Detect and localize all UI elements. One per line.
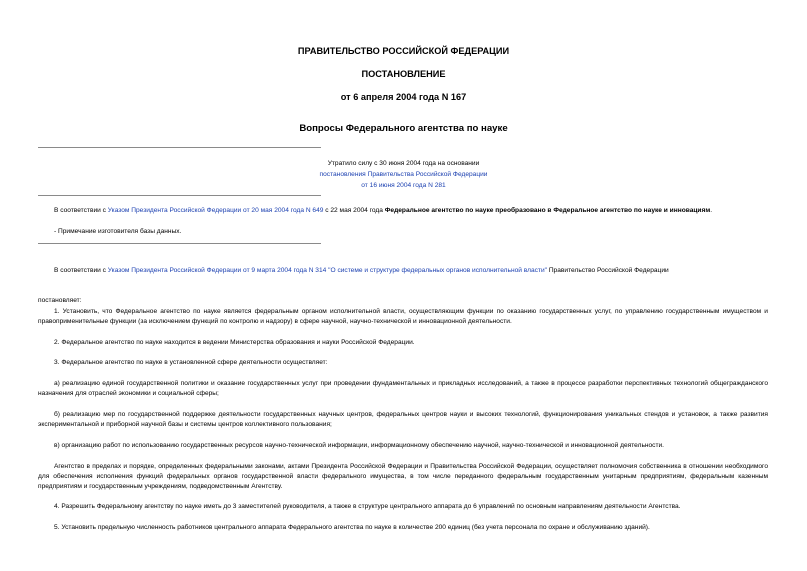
paragraph-2: 2. Федеральное агентство по науке находится в ведении Министерства образования и науки Российской Федерации. (54, 339, 415, 346)
document-type-heading: ПОСТАНОВЛЕНИЕ (361, 69, 446, 79)
editor-remark: - Примечание изготовителя базы данных. (54, 228, 182, 235)
repeal-decree-link[interactable]: постановления Правительства Российской Федерации (319, 171, 488, 178)
paragraph-3: 3. Федеральное агентство по науке в установленной сфере деятельности осуществляет: (54, 359, 328, 366)
paragraph-3a: а) реализацию единой государственной политики и оказание государственных услуг при проведении фундаментальных и прикладных исследований, а также в процессе разработки перспективных технологий общегражданского назначения для отраслей экономики и социальной сферы; (38, 380, 768, 398)
paragraph-3c: в) организацию работ по использованию государственных ресурсов научно-технической информации, информационному обеспечению научной, научно-технической и инновационной деятельности. (54, 442, 665, 449)
government-heading: ПРАВИТЕЛЬСТВО РОССИЙСКОЙ ФЕДЕРАЦИИ (297, 46, 510, 56)
decree-314-link[interactable]: Указом Президента Российской Федерации от 9 марта 2004 года N 314 "О системе и структуре федеральных органов исполнительной власти" (107, 267, 547, 274)
paragraph-4: 4. Разрешить Федеральному агентству по науке иметь до 3 заместителей руководителя, а также в структуре центрального аппарата до 6 управлений по основным направлениям деятельности Агентства. (54, 503, 681, 510)
divider-rule (38, 147, 321, 148)
paragraph-agency-powers: Агентство в пределах и порядке, определенных федеральными законами, актами Президента Российской Федерации и Правительства Российской Федерации, осуществляет полномочия собственника в отношении необходимого для обеспечения исполнения функций федеральных органов государственной власти федерального имущества, в том числе переданного федеральным государственным унитарным предприятиям, федеральным казенным предприятиям и государственным учреждениям, подведомственным Агентству. (38, 463, 768, 491)
repeal-decree-date-link[interactable]: от 16 июня 2004 года N 281 (361, 182, 446, 189)
status-note-link-line2[interactable] (0, 169, 807, 180)
divider-rule (38, 243, 321, 244)
document-date-number: от 6 апреля 2004 года N 167 (340, 92, 467, 102)
resolves-line: постановляет: (38, 297, 82, 304)
paragraph-5: 5. Установить предельную численность работников центрального аппарата Федерального агентства по науке в количестве 200 единиц (без учета персонала по охране и обслуживанию зданий). (54, 524, 650, 531)
paragraph-3b: б) реализацию мер по государственной поддержке деятельности государственных научных центров, федеральных центров науки и высоких технологий, функционирования уникальных стендов и установок, а также развития экспериментальной и приборной научной базы и системы центров коллективного пользования; (38, 411, 768, 429)
divider-rule (38, 195, 321, 196)
status-note-link-line3[interactable] (0, 180, 807, 191)
status-note-line1: Утратило силу с 30 июня 2004 года на основании (327, 160, 480, 167)
editor-note-paragraph: В соответствии с Указом Президента Российской Федерации от 20 мая 2004 года N 649 с 22 мая 2004 года Федеральное агентство по науке преобразовано в Федеральное агентство по науке и инновациям. (54, 207, 713, 214)
document-title: Вопросы Федерального агентства по науке (299, 123, 508, 134)
decree-649-link[interactable]: Указом Президента Российской Федерации от 20 мая 2004 года N 649 (107, 207, 324, 214)
paragraph-1: 1. Установить, что Федеральное агентство по науке является федеральным органом исполнительной власти, осуществляющим функции по оказанию государственных услуг, по управлению государственным имуществом и правоприменительные функции (за исключением функций по контролю и надзору) в сфере научной, научно-технической и инновационной деятельности. (38, 308, 768, 326)
preamble-paragraph: В соответствии с Указом Президента Российской Федерации от 9 марта 2004 года N 314 "О системе и структуре федеральных органов исполнительной власти" Правительство Российской Федерации (54, 267, 669, 274)
